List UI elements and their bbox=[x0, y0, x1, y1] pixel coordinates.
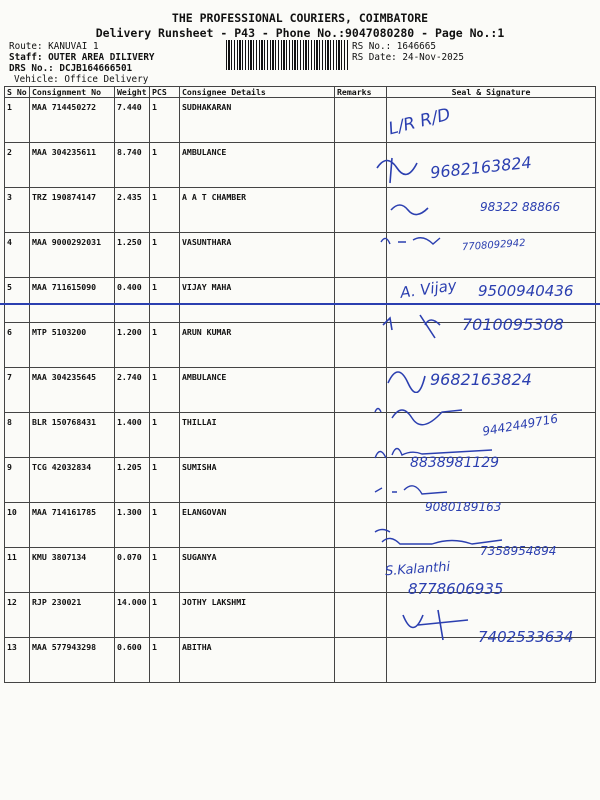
cell-consignment: RJP 230021 bbox=[30, 593, 115, 638]
col-consignee: Consignee Details bbox=[180, 87, 335, 98]
handwritten-r3: 98322 88866 bbox=[480, 200, 561, 214]
cell-pcs: 1 bbox=[150, 233, 180, 278]
cell-pcs: 1 bbox=[150, 323, 180, 368]
barcode bbox=[226, 40, 349, 70]
cell-pcs: 1 bbox=[150, 143, 180, 188]
cell-weight: 2.740 bbox=[115, 368, 150, 413]
cell-weight: 1.400 bbox=[115, 413, 150, 458]
handwritten-r13: 7402533634 bbox=[478, 628, 574, 646]
ink-line bbox=[0, 303, 600, 305]
cell-pcs: 1 bbox=[150, 503, 180, 548]
rs-number: RS No.: 1646665 bbox=[352, 41, 436, 52]
cell-consignment: MAA 304235645 bbox=[30, 368, 115, 413]
cell-remarks bbox=[335, 638, 387, 683]
cell-weight: 0.070 bbox=[115, 548, 150, 593]
signature-r8 bbox=[372, 400, 472, 428]
cell-sno: 12 bbox=[5, 593, 30, 638]
route-label: Route: KANUVAI 1 bbox=[9, 41, 99, 52]
cell-weight: 1.300 bbox=[115, 503, 150, 548]
cell-pcs: 1 bbox=[150, 413, 180, 458]
cell-consignment: TRZ 190874147 bbox=[30, 188, 115, 233]
cell-weight: 1.205 bbox=[115, 458, 150, 503]
handwritten-r11: 7358954894 bbox=[480, 544, 557, 558]
col-weight: Weight bbox=[115, 87, 150, 98]
cell-consignment: BLR 150768431 bbox=[30, 413, 115, 458]
cell-consignment: MAA 9000292031 bbox=[30, 233, 115, 278]
cell-consignee: SUGANYA bbox=[180, 548, 335, 593]
handwritten-r12-name: S.Kalanthi bbox=[384, 559, 451, 580]
cell-weight: 0.600 bbox=[115, 638, 150, 683]
drs-label: DRS No.: DCJB164666501 bbox=[9, 63, 133, 74]
cell-pcs: 1 bbox=[150, 98, 180, 143]
cell-sno: 3 bbox=[5, 188, 30, 233]
cell-weight: 14.000 bbox=[115, 593, 150, 638]
cell-sno: 2 bbox=[5, 143, 30, 188]
cell-remarks bbox=[335, 98, 387, 143]
cell-consignee: AMBULANCE bbox=[180, 368, 335, 413]
cell-remarks bbox=[335, 593, 387, 638]
cell-sno: 4 bbox=[5, 233, 30, 278]
cell-consignment: MTP 5103200 bbox=[30, 323, 115, 368]
col-pcs: PCS bbox=[150, 87, 180, 98]
handwritten-r9: 8838981129 bbox=[410, 455, 500, 471]
col-remarks: Remarks bbox=[335, 87, 387, 98]
handwritten-r5-phone: 9500940436 bbox=[478, 282, 574, 300]
cell-sno: 7 bbox=[5, 368, 30, 413]
cell-weight: 0.400 bbox=[115, 278, 150, 323]
cell-sno: 13 bbox=[5, 638, 30, 683]
cell-sno: 10 bbox=[5, 503, 30, 548]
table-row bbox=[5, 98, 596, 143]
cell-pcs: 1 bbox=[150, 278, 180, 323]
cell-consignee: ELANGOVAN bbox=[180, 503, 335, 548]
table-header-row bbox=[5, 87, 596, 98]
cell-consignment: TCG 42032834 bbox=[30, 458, 115, 503]
handwritten-r5-name: A. Vijay bbox=[399, 276, 458, 302]
cell-sno: 11 bbox=[5, 548, 30, 593]
cell-consignment: MAA 711615090 bbox=[30, 278, 115, 323]
cell-weight: 1.200 bbox=[115, 323, 150, 368]
company-title: THE PROFESSIONAL COURIERS, COIMBATORE bbox=[171, 11, 429, 25]
cell-weight: 2.435 bbox=[115, 188, 150, 233]
rs-date: RS Date: 24-Nov-2025 bbox=[352, 52, 464, 63]
handwritten-r6: 7010095308 bbox=[462, 315, 564, 334]
cell-remarks bbox=[335, 278, 387, 323]
cell-sno: 8 bbox=[5, 413, 30, 458]
cell-pcs: 1 bbox=[150, 593, 180, 638]
cell-pcs: 1 bbox=[150, 188, 180, 233]
cell-consignee: ARUN KUMAR bbox=[180, 323, 335, 368]
cell-pcs: 1 bbox=[150, 368, 180, 413]
handwritten-r2: 9682163824 bbox=[429, 152, 533, 183]
cell-consignee: JOTHY LAKSHMI bbox=[180, 593, 335, 638]
runsheet-title: Delivery Runsheet - P43 - Phone No.:9047080280 - Page No.:1 bbox=[95, 26, 505, 40]
handwritten-r8: 9442449716 bbox=[481, 411, 559, 439]
signature-r2 bbox=[372, 148, 422, 188]
col-signature: Seal & Signature bbox=[387, 87, 596, 98]
cell-weight: 1.250 bbox=[115, 233, 150, 278]
signature-r13 bbox=[398, 605, 478, 645]
cell-pcs: 1 bbox=[150, 548, 180, 593]
cell-consignee: ABITHA bbox=[180, 638, 335, 683]
cell-consignee: SUMISHA bbox=[180, 458, 335, 503]
cell-pcs: 1 bbox=[150, 458, 180, 503]
cell-consignee: THILLAI bbox=[180, 413, 335, 458]
handwritten-r7: 9682163824 bbox=[430, 370, 532, 389]
signature-r6 bbox=[380, 310, 460, 340]
signature-r3 bbox=[388, 198, 433, 223]
cell-consignee: AMBULANCE bbox=[180, 143, 335, 188]
handwritten-r4: 7708092942 bbox=[461, 237, 526, 254]
cell-sno: 6 bbox=[5, 323, 30, 368]
table-row bbox=[5, 458, 596, 503]
cell-sno: 5 bbox=[5, 278, 30, 323]
cell-consignment: MAA 714161785 bbox=[30, 503, 115, 548]
cell-sno: 1 bbox=[5, 98, 30, 143]
cell-consignment: MAA 577943298 bbox=[30, 638, 115, 683]
cell-consignment: MAA 714450272 bbox=[30, 98, 115, 143]
vehicle-label: Vehicle: Office Delivery bbox=[14, 74, 149, 85]
cell-consignee: A A T CHAMBER bbox=[180, 188, 335, 233]
cell-consignee: SUDHAKARAN bbox=[180, 98, 335, 143]
cell-consignee: VASUNTHARA bbox=[180, 233, 335, 278]
cell-weight: 8.740 bbox=[115, 143, 150, 188]
handwritten-r1: L/R R/D bbox=[386, 104, 453, 140]
signature-r4 bbox=[378, 232, 458, 252]
col-sno: S No bbox=[5, 87, 30, 98]
handwritten-r12-phone: 8778606935 bbox=[408, 580, 504, 598]
cell-weight: 7.440 bbox=[115, 98, 150, 143]
staff-label: Staff: OUTER AREA DILIVERY bbox=[9, 52, 155, 63]
signature-r7 bbox=[383, 358, 428, 393]
handwritten-r10: 9080189163 bbox=[425, 500, 502, 514]
cell-consignee: VIJAY MAHA bbox=[180, 278, 335, 323]
cell-consignment: MAA 304235611 bbox=[30, 143, 115, 188]
cell-remarks bbox=[335, 188, 387, 233]
col-consignment: Consignment No bbox=[30, 87, 115, 98]
cell-sno: 9 bbox=[5, 458, 30, 503]
cell-remarks bbox=[335, 548, 387, 593]
cell-consignment: KMU 3807134 bbox=[30, 548, 115, 593]
cell-pcs: 1 bbox=[150, 638, 180, 683]
cell-remarks bbox=[335, 323, 387, 368]
